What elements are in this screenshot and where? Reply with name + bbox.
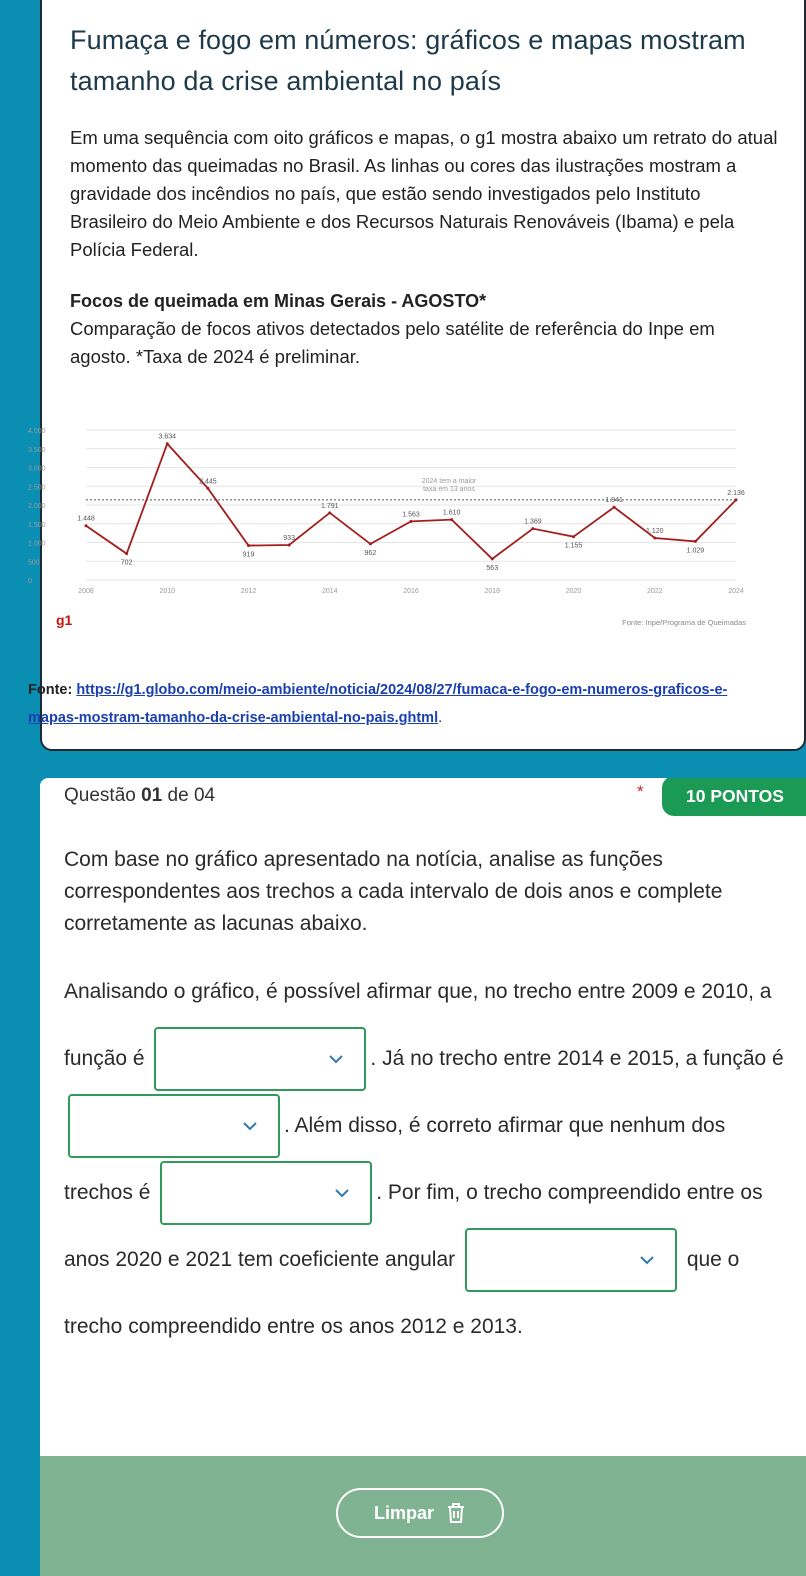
x-tick-label: 2012 [240, 588, 257, 595]
reference-label: taxa em 13 anos [423, 485, 475, 493]
fill-text-5: que o trecho compreendido entre os anos 2012 e 2013. [64, 1248, 740, 1338]
y-tick-label: 2.000 [28, 503, 46, 510]
y-tick-label: 3.500 [28, 446, 46, 454]
data-point [694, 540, 697, 543]
data-label: 1.791 [320, 502, 339, 510]
article-card [40, 0, 806, 751]
blank-select-4[interactable] [465, 1228, 677, 1292]
article-intro: Em uma sequência com oito gráficos e mapas, o g1 mostra abaixo um retrato do atual momento das queimadas no Brasil. As linhas ou cores das ilustrações mostram a gravidade dos incêndios no país, que estão sendo investigados pelo Instituto Brasileiro do Meio Ambiente e dos Recursos Naturais Renováveis (Ibama) e pela Polícia Federal. [70, 127, 778, 260]
data-point [166, 442, 169, 445]
trash-icon [446, 1502, 466, 1524]
data-point [450, 518, 453, 521]
chevron-down-icon [639, 1252, 655, 1268]
x-tick-label: 2010 [159, 588, 176, 595]
question-card [40, 778, 806, 1576]
data-point [369, 542, 372, 545]
chart-title: Focos de queimada em Minas Gerais - AGOSTO* [70, 291, 487, 311]
data-point [491, 557, 494, 560]
data-point [735, 498, 738, 501]
clear-button[interactable] [336, 1488, 504, 1538]
data-point [572, 535, 575, 538]
data-label: 933 [283, 535, 295, 543]
question-counter-prefix: Questão [64, 785, 142, 806]
data-label: 1.155 [564, 542, 583, 550]
data-point [125, 552, 128, 555]
chart [28, 420, 748, 630]
source-prefix: Fonte: [28, 682, 77, 698]
data-label: 1.610 [442, 509, 461, 517]
data-point [410, 520, 413, 523]
question-counter [64, 785, 215, 807]
data-label: 1.941 [605, 497, 623, 505]
reference-label: 2024 tem a maior [421, 477, 477, 485]
x-tick-label: 2018 [484, 588, 501, 595]
fill-text-3: . Além disso, é correto afirmar que nenhum dos trechos é [64, 1114, 726, 1204]
data-label: 563 [486, 564, 499, 572]
x-tick-label: 2008 [78, 588, 94, 595]
x-tick-label: 2024 [728, 588, 744, 595]
series-line [86, 444, 736, 559]
blank-select-1[interactable] [154, 1027, 366, 1091]
chart-subtitle: Comparação de focos ativos detectados pelo satélite de referência do Inpe em agosto. *Taxa de 2024 é preliminar. [70, 318, 715, 367]
source-link[interactable]: https://g1.globo.com/meio-ambiente/noticia/2024/08/27/fumaca-e-fogo-em-numeros-graficos-e-mapas-mostram-tamanho-da-crise-ambiental-no-pais.ghtml [28, 682, 728, 726]
x-tick-label: 2016 [403, 588, 419, 595]
blank-select-2[interactable] [68, 1094, 280, 1158]
fill-text-2: . Já no trecho entre 2014 e 2015, a função é [370, 1047, 784, 1070]
question-counter-suffix: de 04 [162, 785, 216, 806]
fill-in-text [64, 958, 784, 1360]
x-tick-label: 2020 [565, 588, 582, 595]
data-point [85, 524, 88, 527]
data-point [288, 544, 291, 547]
article-title: Fumaça e fogo em números: gráficos e mapas mostram tamanho da crise ambiental no país [70, 25, 746, 96]
required-mark: * [637, 782, 644, 801]
chevron-down-icon [328, 1051, 344, 1067]
blank-select-3[interactable] [160, 1161, 372, 1225]
y-tick-label: 1.500 [28, 521, 46, 529]
y-tick-label: 0 [28, 578, 32, 585]
data-label: 2.445 [199, 478, 217, 486]
question-header [40, 778, 806, 816]
data-label: 1.120 [645, 528, 664, 535]
question-prompt: Com base no gráfico apresentado na notícia, analise as funções correspondentes aos trechos a cada intervalo de dois anos e complete corretamente as lacunas abaixo. [64, 848, 723, 935]
data-point [206, 487, 209, 490]
source-suffix: . [438, 710, 443, 726]
data-label: 3.634 [158, 433, 177, 441]
chevron-down-icon [242, 1118, 258, 1134]
data-point [653, 537, 656, 540]
question-number: 01 [141, 785, 163, 806]
fill-text-4: . Por fim, o trecho compreendido entre os anos 2020 e 2021 tem coeficiente angular [64, 1181, 763, 1271]
data-label: 1.563 [402, 511, 420, 519]
chevron-down-icon [334, 1185, 350, 1201]
data-point [531, 527, 534, 530]
data-label: 702 [120, 559, 133, 567]
data-label: 1.029 [686, 547, 705, 555]
y-tick-label: 500 [28, 559, 40, 567]
chart-svg [28, 420, 748, 630]
y-tick-label: 3.000 [28, 465, 46, 473]
y-tick-label: 2.500 [28, 484, 46, 492]
clear-button-label: Limpar [373, 1502, 434, 1523]
g1-logo: g1 [56, 612, 73, 628]
fill-text-1: Analisando o gráfico, é possível afirmar que, no trecho entre 2009 e 2010, a função é [64, 980, 772, 1070]
x-tick-label: 2014 [321, 588, 338, 595]
source-line [28, 676, 738, 732]
data-label: 962 [364, 549, 377, 557]
x-tick-label: 2022 [646, 588, 663, 595]
data-point [247, 544, 250, 547]
question-footer [40, 1456, 806, 1576]
data-label: 919 [242, 551, 255, 559]
points-badge: 10 PONTOS [662, 778, 806, 816]
data-point [328, 511, 331, 514]
data-label: 2.136 [727, 489, 745, 497]
data-point [613, 506, 616, 509]
y-tick-label: 1.000 [28, 540, 46, 548]
data-label: 1.448 [77, 515, 95, 523]
data-label: 1.369 [524, 518, 542, 526]
y-tick-label: 4.000 [28, 428, 46, 435]
chart-source: Fonte: Inpe/Programa de Queimadas [622, 618, 746, 627]
